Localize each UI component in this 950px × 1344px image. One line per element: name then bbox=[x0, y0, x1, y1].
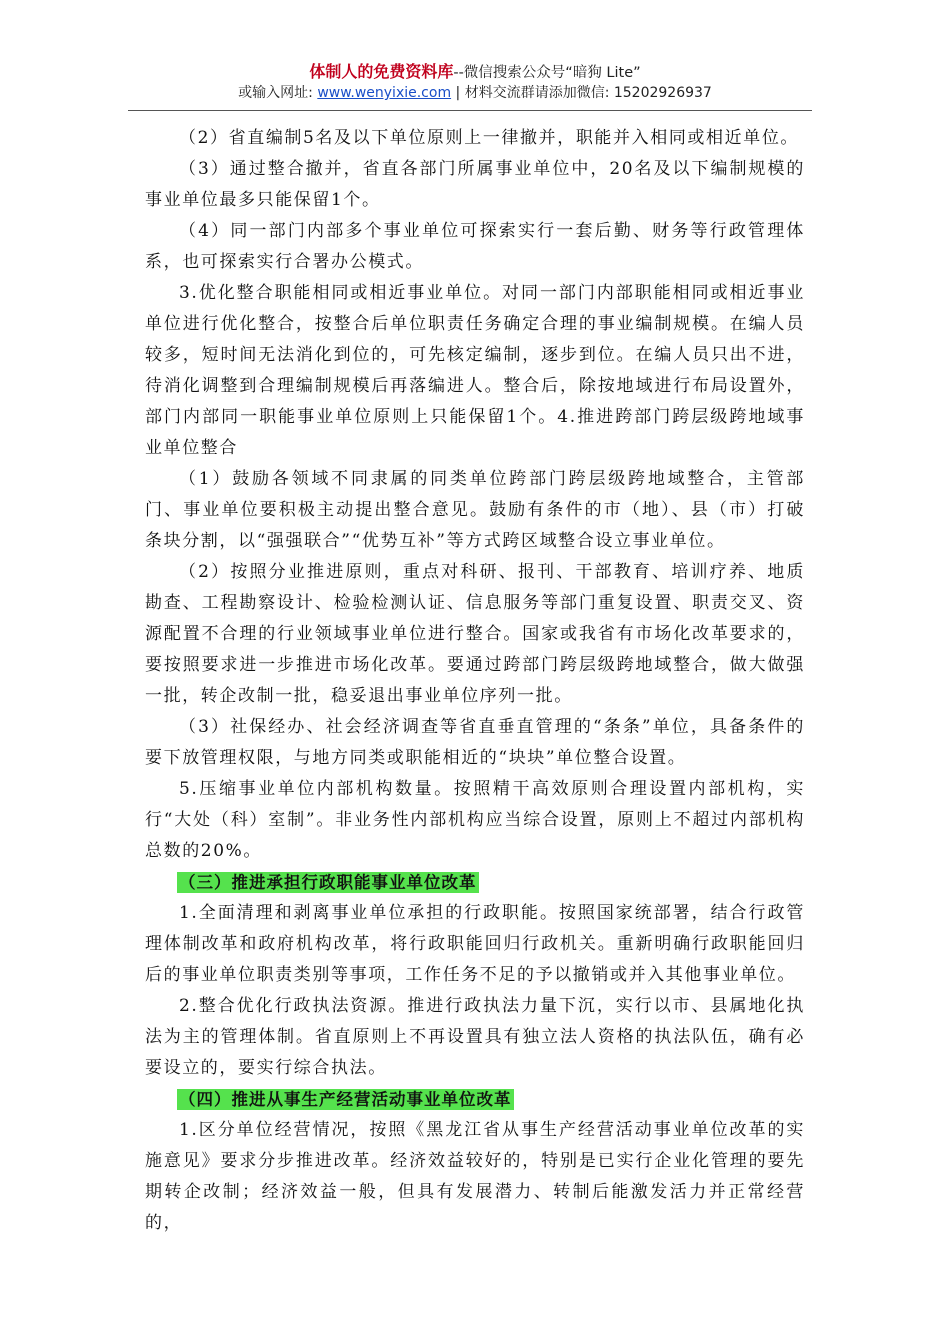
paragraph: 5.压缩事业单位内部机构数量。按照精干高效原则合理设置内部机构，实行“大处（科）室制”。非业务性内部机构应当综合设置，原则上不超过内部机构总数的20%。 bbox=[145, 779, 805, 861]
section-heading-3 bbox=[145, 867, 805, 898]
header-url-prefix: 或输入网址: bbox=[238, 85, 318, 101]
header-contact: | 材料交流群请添加微信: 15202926937 bbox=[451, 85, 712, 101]
paragraph: 2.整合优化行政执法资源。推进行政执法力量下沉，实行以市、县属地化执法为主的管理体制。省直原则上不再设置具有独立法人资格的执法队伍，确有必要设立的，要实行综合执法。 bbox=[145, 996, 805, 1078]
paragraph: 1.全面清理和剥离事业单位承担的行政职能。按照国家统部署，结合行政管理体制改革和政府机构改革，将行政职能回归行政机关。重新明确行政职能回归后的事业单位职责类别等事项，工作任务不足的予以撤销或并入其他事业单位。 bbox=[145, 903, 805, 985]
paragraph: 1.区分单位经营情况，按照《黑龙江省从事生产经营活动事业单位改革的实施意见》要求分步推进改革。经济效益较好的，特别是已实行企业化管理的要先期转企改制；经济效益一般，但具有发展潜力、转制后能激发活力并正常经营的， bbox=[145, 1120, 805, 1233]
section-heading-4 bbox=[145, 1084, 805, 1115]
paragraph: （1）鼓励各领域不同隶属的同类单位跨部门跨层级跨地域整合，主管部门、事业单位要积极主动提出整合意见。鼓励有条件的市（地）、县（市）打破条块分割，以“强强联合”“优势互补”等方式跨区域整合设立事业单位。 bbox=[145, 469, 805, 551]
header-brand: 体制人的免费资料库 bbox=[309, 62, 454, 81]
header-url-link[interactable]: www.wenyixie.com bbox=[317, 85, 452, 101]
paragraph: （3）社保经办、社会经济调查等省直垂直管理的“条条”单位，具备条件的要下放管理权限，与地方同类或职能相近的“块块”单位整合设置。 bbox=[145, 717, 805, 768]
paragraph: （2）省直编制5名及以下单位原则上一律撤并，职能并入相同或相近单位。 bbox=[179, 128, 800, 148]
paragraph: （4）同一部门内部多个事业单位可探索实行一套后勤、财务等行政管理体系，也可探索实行合署办公模式。 bbox=[145, 221, 805, 272]
document-body bbox=[145, 123, 805, 1239]
header-subtitle: --微信搜索公众号“暗狗 Lite” bbox=[453, 65, 641, 81]
section-heading-3-text: （三）推进承担行政职能事业单位改革 bbox=[179, 873, 477, 892]
section-heading-4-text: （四）推进从事生产经营活动事业单位改革 bbox=[179, 1090, 512, 1109]
page-header bbox=[0, 62, 950, 103]
header-line-2 bbox=[0, 83, 950, 103]
header-divider bbox=[128, 110, 812, 111]
header-line-1 bbox=[0, 62, 950, 83]
paragraph: 3.优化整合职能相同或相近事业单位。对同一部门内部职能相同或相近事业单位进行优化整合，按整合后单位职责任务确定合理的事业编制规模。在编人员较多，短时间无法消化到位的，可先核定编制，逐步到位。在编人员只出不进，待消化调整到合理编制规模后再落编进人。整合后，除按地域进行布局设置外，部门内部同一职能事业单位原则上只能保留1个。4.推进跨部门跨层级跨地域事业单位整合 bbox=[145, 283, 805, 458]
paragraph: （2）按照分业推进原则，重点对科研、报刊、干部教育、培训疗养、地质勘查、工程勘察设计、检验检测认证、信息服务等部门重复设置、职责交叉、资源配置不合理的行业领域事业单位进行整合。国家或我省有市场化改革要求的，要按照要求进一步推进市场化改革。要通过跨部门跨层级跨地域整合，做大做强一批，转企改制一批，稳妥退出事业单位序列一批。 bbox=[145, 562, 805, 706]
paragraph: （3）通过整合撤并，省直各部门所属事业单位中，20名及以下编制规模的事业单位最多只能保留1个。 bbox=[145, 159, 805, 210]
